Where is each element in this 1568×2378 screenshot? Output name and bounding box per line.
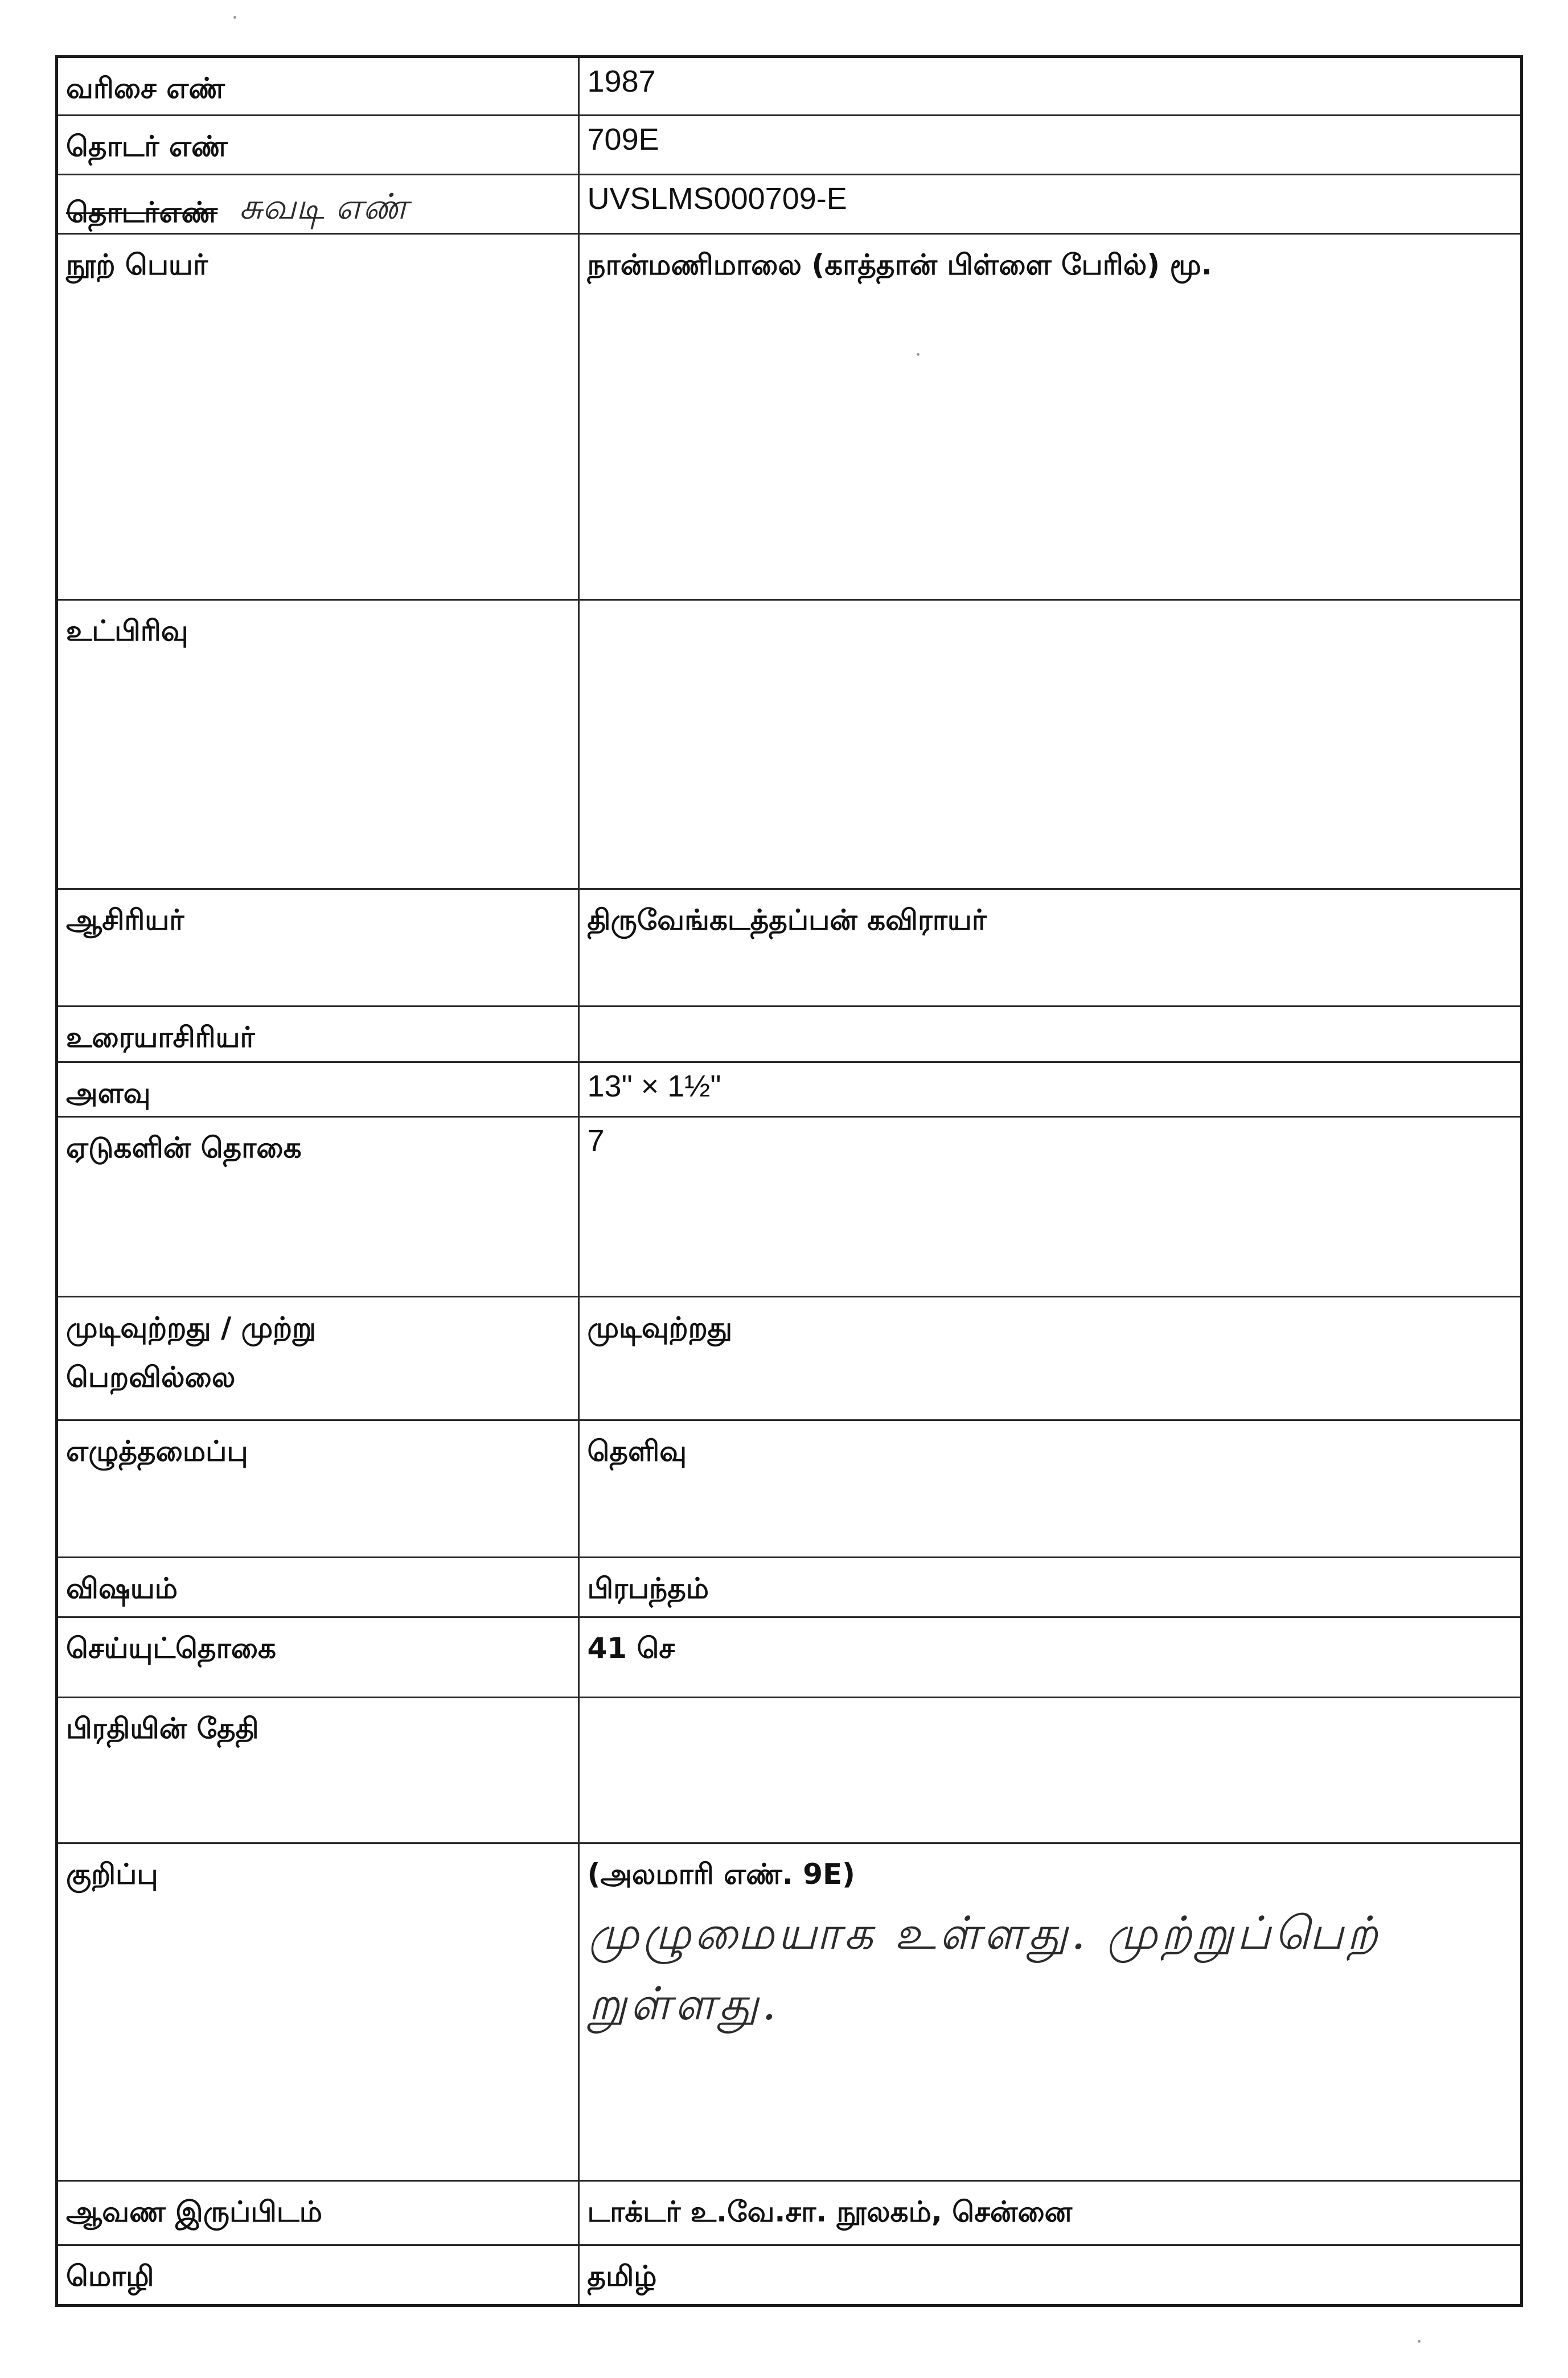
field-value xyxy=(580,1698,1521,1711)
label-cell xyxy=(58,174,578,234)
field-label: வரிசை எண் xyxy=(66,72,225,105)
value-cell xyxy=(578,1297,1520,1420)
field-label: குறிப்பு xyxy=(66,1858,158,1891)
label-cell xyxy=(58,1420,578,1557)
scan-speck xyxy=(917,353,920,356)
label-cell xyxy=(58,234,578,600)
field-value: திருவேங்கடத்தப்பன் கவிராயர் xyxy=(587,903,987,937)
handwritten-note-line-1: முழுமையாக உள்ளது. முற்றுப்பெற் xyxy=(588,1906,1381,1960)
field-label: உரையாசிரியர் xyxy=(66,1020,255,1054)
label-cell xyxy=(58,58,578,116)
field-label: உட்பிரிவு xyxy=(66,614,188,648)
label-cell xyxy=(58,1697,578,1843)
field-label: விஷயம் xyxy=(66,1571,178,1605)
record-table xyxy=(58,58,1520,2304)
row-verse-count xyxy=(58,1617,1520,1698)
value-cell xyxy=(578,1420,1520,1557)
label-cell xyxy=(58,600,578,889)
value-cell xyxy=(578,174,1520,234)
handwritten-note-line-2: றுள்ளது. xyxy=(588,1977,780,2030)
value-cell xyxy=(578,58,1520,116)
row-repository xyxy=(58,2181,1520,2245)
field-value: டாக்டர் உ.வே.சா. நூலகம், சென்னை xyxy=(587,2195,1073,2229)
row-subject xyxy=(58,1557,1520,1617)
field-label: ஏடுகளின் தொகை xyxy=(66,1131,302,1164)
field-label: எழுத்தமைப்பு xyxy=(66,1434,248,1468)
field-value: தெளிவு xyxy=(587,1434,687,1468)
row-commentator xyxy=(58,1006,1520,1062)
value-cell xyxy=(578,1116,1520,1297)
row-leaf-count xyxy=(58,1116,1520,1297)
field-value: 1987 xyxy=(587,64,656,98)
value-cell xyxy=(578,234,1520,600)
field-label: நூற் பெயர் xyxy=(66,248,208,282)
field-value xyxy=(580,1007,1521,1020)
row-script-quality xyxy=(58,1420,1520,1557)
value-cell xyxy=(578,2181,1520,2245)
field-label: அளவு xyxy=(66,1077,151,1110)
field-value: தமிழ் xyxy=(587,2259,657,2293)
value-cell xyxy=(578,600,1520,889)
row-serial-number xyxy=(58,58,1520,116)
scan-speck xyxy=(233,16,236,19)
struck-label: தொடர்எண் xyxy=(66,195,218,229)
value-cell xyxy=(578,889,1520,1006)
field-label: செய்யுட்தொகை xyxy=(66,1632,277,1665)
field-label: தொடர் எண் xyxy=(66,130,228,163)
field-label-line2: பெறவில்லை xyxy=(66,1360,236,1394)
value-cell xyxy=(578,1006,1520,1062)
label-cell xyxy=(58,1062,578,1116)
row-series-number xyxy=(58,116,1520,175)
label-cell xyxy=(58,1006,578,1062)
catalog-record-sheet xyxy=(55,55,1523,2307)
row-book-title xyxy=(58,234,1520,600)
field-label: பிரதியின் தேதி xyxy=(66,1711,259,1745)
label-cell xyxy=(58,1843,578,2181)
value-cell xyxy=(578,1843,1520,2181)
label-cell xyxy=(58,1617,578,1698)
label-cell xyxy=(58,889,578,1006)
field-label: ஆவண இருப்பிடம் xyxy=(66,2195,322,2229)
row-author xyxy=(58,889,1520,1006)
field-label: முடிவுற்றது / முற்று xyxy=(66,1311,317,1345)
label-cell xyxy=(58,2181,578,2245)
scan-speck xyxy=(1418,2340,1421,2343)
row-manuscript-number xyxy=(58,174,1520,234)
field-value: பிரபந்தம் xyxy=(587,1571,709,1605)
handwritten-label: சுவடி எண் xyxy=(239,185,408,227)
field-label: மொழி xyxy=(66,2259,154,2293)
row-size xyxy=(58,1062,1520,1116)
label-cell xyxy=(58,116,578,175)
row-completeness xyxy=(58,1297,1520,1420)
row-note xyxy=(58,1843,1520,2181)
label-cell xyxy=(58,1557,578,1617)
field-value: முடிவுற்றது xyxy=(587,1311,733,1345)
row-subdivision xyxy=(58,600,1520,889)
row-language xyxy=(58,2245,1520,2304)
field-value: நான்மணிமாலை (காத்தான் பிள்ளை பேரில்) மூ. xyxy=(587,248,1212,282)
value-cell xyxy=(578,1697,1520,1843)
field-label: ஆசிரியர் xyxy=(66,903,184,937)
value-cell xyxy=(578,116,1520,175)
label-cell xyxy=(58,1297,578,1420)
field-value: 709E xyxy=(587,122,659,157)
field-value: 41 செ xyxy=(587,1632,675,1665)
label-cell xyxy=(58,1116,578,1297)
field-value: (அலமாரி எண். 9E) xyxy=(587,1858,856,1891)
field-value: 13" × 1½" xyxy=(587,1069,721,1104)
value-cell xyxy=(578,1617,1520,1698)
value-cell xyxy=(578,1062,1520,1116)
field-value: 7 xyxy=(587,1123,605,1158)
value-cell xyxy=(578,1557,1520,1617)
field-value xyxy=(580,601,1521,613)
value-cell xyxy=(578,2245,1520,2304)
row-copy-date xyxy=(58,1697,1520,1843)
field-value: UVSLMS000709-E xyxy=(587,181,847,216)
label-cell xyxy=(58,2245,578,2304)
field-label-with-correction xyxy=(58,175,578,232)
